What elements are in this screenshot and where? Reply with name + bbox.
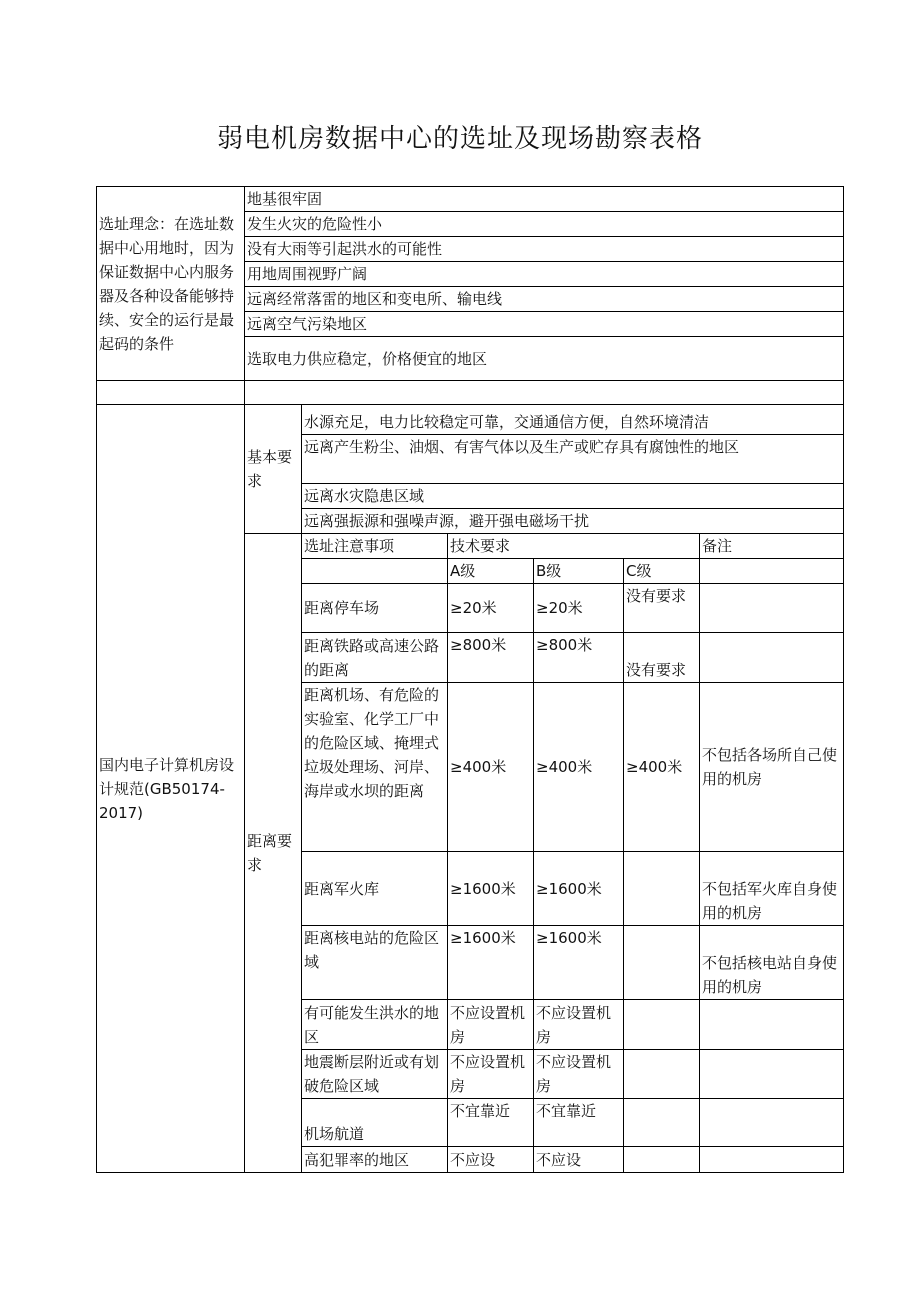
row-grade-b: 不应设置机房 xyxy=(534,1050,624,1099)
row-grade-a: ≥400米 xyxy=(448,683,534,852)
row-note xyxy=(700,1099,844,1147)
header-grade-b: B级 xyxy=(534,559,624,584)
row-grade-b: 不宜靠近 xyxy=(534,1099,624,1147)
row-grade-a: 不应设置机房 xyxy=(448,1000,534,1050)
header-grade-c: C级 xyxy=(624,559,700,584)
concept-item: 选取电力供应稳定，价格便宜的地区 xyxy=(245,337,844,381)
section1-label-cell xyxy=(97,187,245,381)
row-note: 不包括各场所自己使用的机房 xyxy=(700,683,844,852)
row-grade-c xyxy=(624,1147,700,1173)
concept-item: 远离经常落雷的地区和变电所、输电线 xyxy=(245,287,844,312)
row-note xyxy=(700,1000,844,1050)
row-grade-c xyxy=(624,1000,700,1050)
row-grade-c xyxy=(624,926,700,1000)
basic-item: 远离产生粉尘、油烟、有害气体以及生产或贮存具有腐蚀性的地区 xyxy=(302,435,844,484)
concept-item: 发生火灾的危险性小 xyxy=(245,212,844,237)
row-item: 距离停车场 xyxy=(302,584,448,633)
row-grade-a: 不宜靠近 xyxy=(448,1099,534,1147)
header-grade-a: A级 xyxy=(448,559,534,584)
row-item: 机场航道 xyxy=(302,1099,448,1147)
basic-label-cell xyxy=(245,405,302,534)
row-item: 有可能发生洪水的地区 xyxy=(302,1000,448,1050)
row-grade-b: ≥400米 xyxy=(534,683,624,852)
row-grade-c xyxy=(624,1099,700,1147)
empty-cell xyxy=(97,381,245,405)
header-note: 备注 xyxy=(700,534,844,559)
empty-cell xyxy=(700,559,844,584)
row-grade-c: ≥400米 xyxy=(624,683,700,852)
row-grade-a: ≥800米 xyxy=(448,633,534,683)
row-item: 距离军火库 xyxy=(302,852,448,926)
row-grade-b: ≥20米 xyxy=(534,584,624,633)
row-grade-b: ≥800米 xyxy=(534,633,624,683)
row-item: 地震断层附近或有划破危险区域 xyxy=(302,1050,448,1099)
row-note xyxy=(700,1050,844,1099)
row-note: 不包括核电站自身使用的机房 xyxy=(700,926,844,1000)
site-selection-table xyxy=(96,186,844,1173)
row-item: 距离核电站的危险区域 xyxy=(302,926,448,1000)
page-title: 弱电机房数据中心的选址及现场勘察表格 xyxy=(216,124,703,154)
row-grade-b: ≥1600米 xyxy=(534,852,624,926)
section1-label: 选址理念：在选址数据中心用地时，因为保证数据中心内服务器及各种设备能够持续、安全的运行是最起码的条件 xyxy=(99,214,235,353)
row-grade-b: ≥1600米 xyxy=(534,926,624,1000)
basic-item: 远离强振源和强噪声源，避开强电磁场干扰 xyxy=(302,509,844,534)
empty-cell xyxy=(245,381,844,405)
row-grade-c xyxy=(624,1050,700,1099)
header-tech: 技术要求 xyxy=(448,534,700,559)
row-grade-b: 不应设置机房 xyxy=(534,1000,624,1050)
row-item: 距离机场、有危险的实验室、化学工厂中的危险区域、掩埋式垃圾处理场、河岸、海岸或水坝的距离 xyxy=(302,683,448,852)
header-item: 选址注意事项 xyxy=(302,534,448,559)
basic-item: 远离水灾隐患区域 xyxy=(302,484,844,509)
basic-item: 水源充足，电力比较稳定可靠，交通通信方便，自然环境清洁 xyxy=(302,405,844,435)
row-grade-c: 没有要求 xyxy=(624,584,700,633)
row-note xyxy=(700,633,844,683)
section2-label: 国内电子计算机房设计规范(GB50174-2017) xyxy=(99,755,235,822)
distance-label-cell xyxy=(245,534,302,1173)
section2-label-cell xyxy=(97,405,245,1173)
row-note xyxy=(700,584,844,633)
row-grade-a: 不应设置机房 xyxy=(448,1050,534,1099)
row-grade-a: ≥20米 xyxy=(448,584,534,633)
row-note xyxy=(700,1147,844,1173)
concept-item: 地基很牢固 xyxy=(245,187,844,212)
row-item: 高犯罪率的地区 xyxy=(302,1147,448,1173)
row-item: 距离铁路或高速公路的距离 xyxy=(302,633,448,683)
concept-item: 远离空气污染地区 xyxy=(245,312,844,337)
concept-item: 没有大雨等引起洪水的可能性 xyxy=(245,237,844,262)
empty-cell xyxy=(302,559,448,584)
concept-item: 用地周围视野广阔 xyxy=(245,262,844,287)
row-grade-a: ≥1600米 xyxy=(448,852,534,926)
row-grade-c: 没有要求 xyxy=(624,633,700,683)
row-grade-a: ≥1600米 xyxy=(448,926,534,1000)
row-grade-c xyxy=(624,852,700,926)
basic-requirements-label: 基本要求 xyxy=(247,448,293,490)
row-grade-b: 不应设 xyxy=(534,1147,624,1173)
row-grade-a: 不应设 xyxy=(448,1147,534,1173)
row-note: 不包括军火库自身使用的机房 xyxy=(700,852,844,926)
distance-requirements-label: 距离要求 xyxy=(247,832,293,874)
